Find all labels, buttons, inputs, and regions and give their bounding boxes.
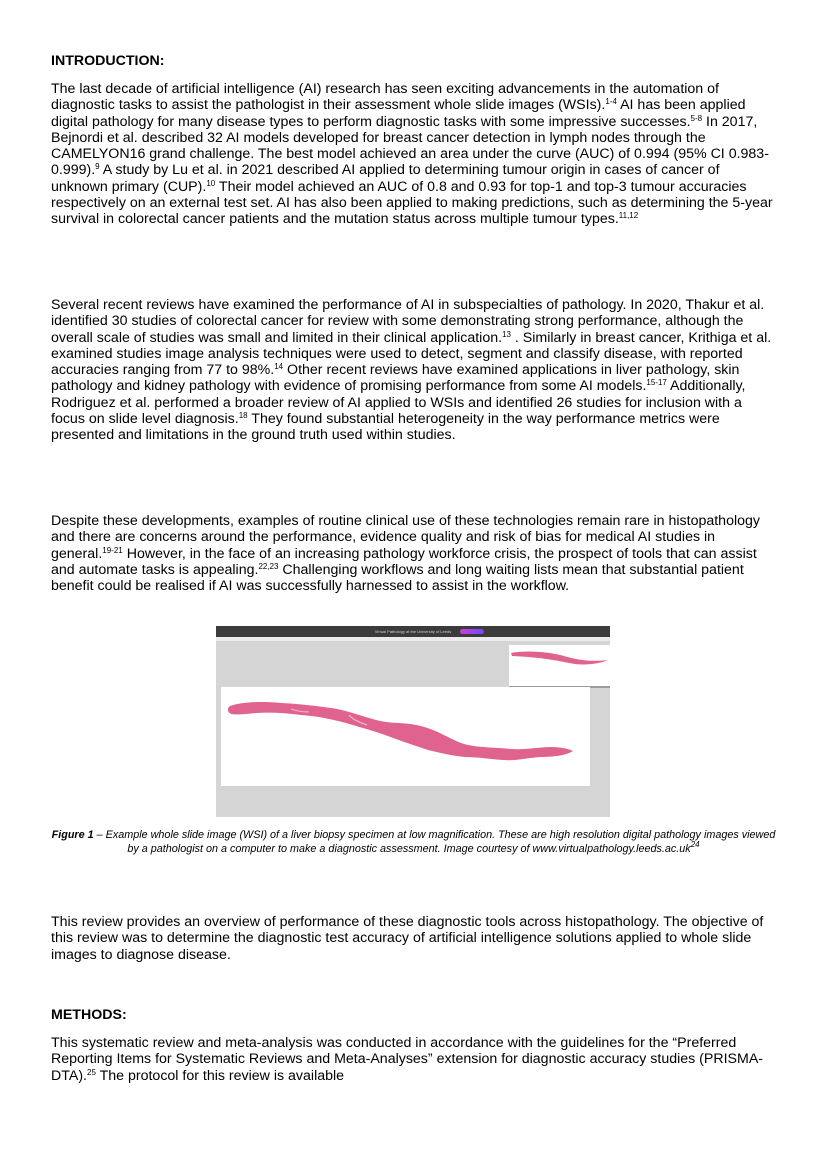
methods-paragraph-1: This systematic review and meta-analysis was conducted in accordance with the guidelines for the “Preferred Reporting Items for Systematic Reviews and Meta-Analyses” extension for diagnostic accuracy studies (PRISMA-DTA).$^{25}$ The protocol for this review is available [51, 1035, 764, 1084]
citation: 10 [206, 178, 216, 188]
thumbnail-tissue [511, 652, 608, 665]
biopsy-tissue [228, 702, 573, 760]
citation: 9 [95, 162, 100, 172]
citation: 14 [274, 362, 284, 372]
citation: 1-4 [605, 97, 617, 107]
viewer-title: Virtual Pathology at the University of Leeds [374, 629, 452, 634]
intro-paragraph-4: This review provides an overview of performance of these diagnostic tools across histopathology. The objective of this review was to determine the diagnostic test accuracy of artificial intelligence solutions applied to whole slide images to diagnose disease. [51, 914, 764, 963]
viewer-toolbar [216, 626, 610, 637]
citation: 13 [502, 329, 511, 339]
citation: 24 [690, 839, 700, 849]
biopsy-tissue-icon [221, 687, 590, 786]
figure-caption: Figure 1 – Example whole slide image (WSI) of a liver biopsy specimen at low magnification. These are high resolution digital pathology images viewed by a pathologist on a computer to make a diagnostic assessment. Image courtesy of $www.virtualpathology.leeds.ac.uk^{24}$ [51, 829, 776, 855]
figure-wsi-viewer [216, 626, 610, 817]
citation: 18 [238, 411, 248, 421]
methods-heading: METHODS: [51, 1007, 127, 1023]
citation: 22,23 [258, 561, 279, 571]
viewer-toggle-icon [460, 629, 484, 634]
viewer-strip [216, 637, 610, 641]
intro-paragraph-1: The last decade of artificial intelligence (AI) research has seen exciting advancements in the automation of diagnostic tasks to assist the pathologist in their assessment whole slide images (WSIs).$^{1-4}$ AI has been applied digital pathology for many disease types to perform diagnostic tasks with some impressive successes.$^{5-8}$ In 2017, Bejnordi et al. described 32 AI models developed for breast cancer detection in lymph nodes through the CAMELYON16 grand challenge. The best model achieved an area under the curve (AUC) of 0.994 (95% CI 0.983-0.999).$^9$ A study by Lu et al. in 2021 described AI applied to determining tumour origin in cases of cancer of unknown primary (CUP).$^{10}$ Their model achieved an AUC of 0.8 and 0.93 for top-1 and top-3 tumour accuracies respectively on an external test set. AI has also been applied to making predictions, such as determining the 5-year survival in colorectal cancer patients and the mutation status across multiple tumour types.$^{11,12}$ [51, 81, 773, 228]
intro-paragraph-3: Despite these developments, examples of routine clinical use of these technologies remain rare in histopathology and there are concerns around the performance, evidence quality and risk of bias for medical AI studies in general.$^{19-21}$ However, in the face of an increasing pathology workforce crisis, the prospect of tools that can assist and automate tasks is appealing.$^{22,23}$ Challenging workflows and long waiting lists mean that substantial patient benefit could be realised if AI was successfully harnessed to assist in the workflow. [51, 513, 760, 595]
citation: 15-17 [646, 378, 667, 388]
citation: 11,12 [618, 211, 639, 221]
slide-main-view [221, 687, 590, 786]
thumbnail-tissue-icon [509, 645, 610, 686]
citation: 25 [87, 1067, 96, 1077]
introduction-heading: INTRODUCTION: [51, 53, 165, 69]
figure-label: Figure 1 [51, 829, 94, 841]
citation: 19-21 [102, 545, 123, 555]
intro-paragraph-2: Several recent reviews have examined the performance of AI in subspecialties of pathology. In 2020, Thakur et al. identified 30 studies of colorectal cancer for review with some demonstrating strong performance, although the overall scale of studies was small and limited in their clinical application.$^{13}$ . Similarly in breast cancer, Krithiga et al. examined studies image analysis techniques were used to detect, segment and classify disease, with reported accuracies ranging from 77 to 98%.$^{14}$ Other recent reviews have examined applications in liver pathology, skin pathology and kidney pathology with evidence of promising performance from some AI models.$^{15-17}$ Additionally, Rodriguez et al. performed a broader review of AI applied to WSIs and identified 26 studies for inclusion with a focus on slide level diagnosis.$^{18}$ They found substantial heterogeneity in the way performance metrics were presented and limitations in the ground truth used within studies. [51, 297, 772, 444]
slide-thumbnail [509, 645, 610, 686]
citation: 5-8 [690, 113, 703, 123]
